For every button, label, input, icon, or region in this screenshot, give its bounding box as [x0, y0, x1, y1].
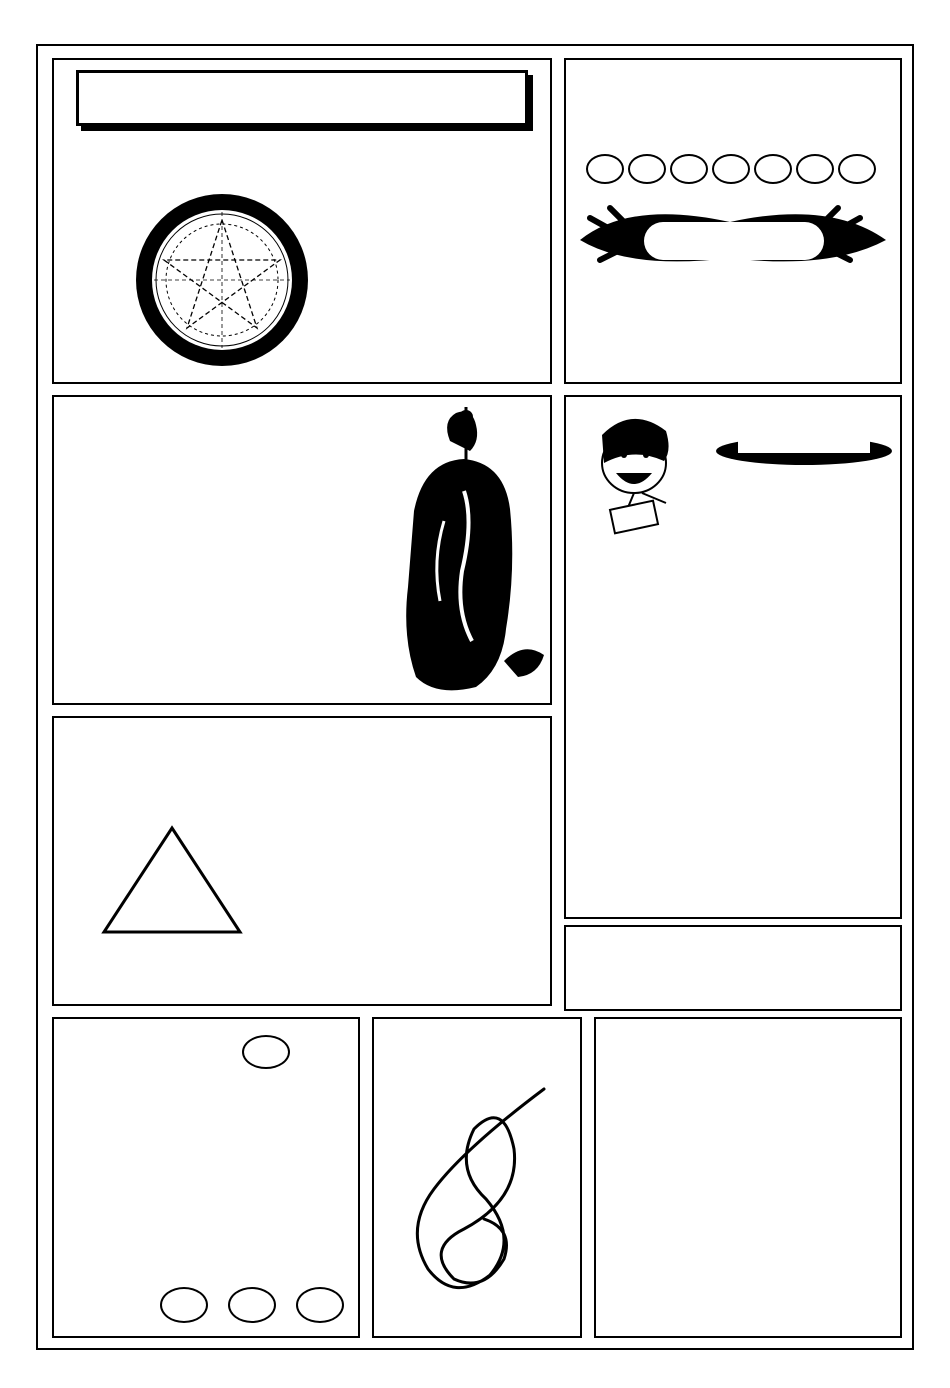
calc-box [594, 1017, 902, 1338]
number-ball [670, 154, 708, 184]
number-ball [712, 154, 750, 184]
border-right [914, 44, 950, 1350]
border-left [0, 44, 36, 1350]
guide-biography [320, 138, 546, 362]
prediction-box [564, 58, 902, 384]
number-ball [586, 154, 624, 184]
number-ball [628, 154, 666, 184]
humor-banner-shape [714, 415, 894, 467]
guide-box [52, 58, 552, 384]
number-ball [228, 1287, 276, 1323]
number-ball [754, 154, 792, 184]
border-bottom [0, 1350, 950, 1388]
mystery-box [372, 1017, 582, 1338]
divine-box [52, 716, 552, 1006]
special-box [52, 1017, 360, 1338]
number-ball [296, 1287, 344, 1323]
triangle-riddle [62, 806, 282, 946]
special-code [242, 1035, 290, 1069]
guide-title [76, 70, 528, 126]
immortal-box [52, 395, 552, 705]
special-provide-numbers [160, 1287, 344, 1323]
prediction-banner [644, 222, 824, 260]
scribble-drawing [394, 1079, 564, 1299]
number-ball [838, 154, 876, 184]
masthead-title [372, 2, 582, 42]
notice-box [564, 925, 902, 1011]
immortal-text [86, 457, 336, 697]
humor-box [564, 395, 902, 919]
laughing-face-icon [582, 405, 692, 535]
number-ball [796, 154, 834, 184]
compass-icon [134, 192, 310, 368]
number-ball [160, 1287, 208, 1323]
prediction-numbers [586, 154, 876, 184]
immortal-figure-icon [384, 401, 552, 701]
